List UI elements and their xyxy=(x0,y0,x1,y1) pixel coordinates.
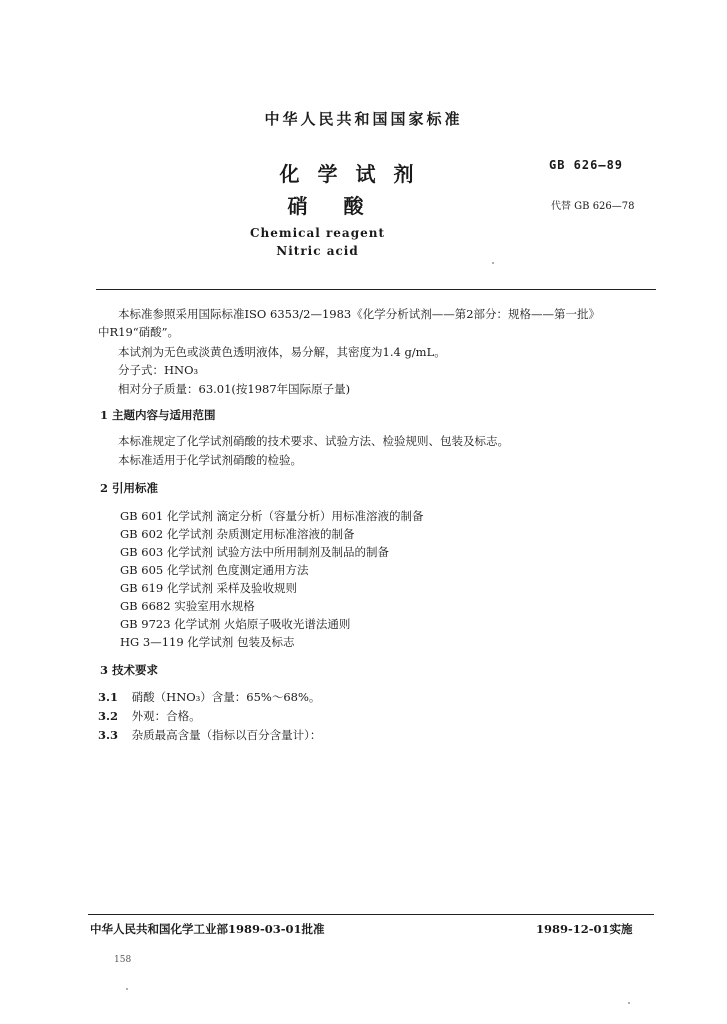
reference-item: GB 602 化学试剂 杂质测定用标准溶液的制备 xyxy=(120,527,355,541)
requirement-text: 杂质最高含量（指标以百分含量计）： xyxy=(131,728,322,742)
intro-paragraph-1a: 本标准参照采用国际标准ISO 6353/2—1983《化学分析试剂——第2部分：规格——第一批》 xyxy=(118,307,601,321)
requirement-number: 3.1 xyxy=(98,690,119,704)
effective-date: 1989-12-01实施 xyxy=(536,922,633,936)
requirement-item xyxy=(98,707,201,725)
intro-molecular-mass: 相对分子质量：63.01(按1987年国际原子量) xyxy=(118,382,351,396)
title-cn-line1: 化学试剂 xyxy=(279,162,432,186)
section-1-paragraph-1: 本标准规定了化学试剂硝酸的技术要求、试验方法、检验规则、包装及标志。 xyxy=(118,434,509,448)
title-en-line1: Chemical reagent xyxy=(249,226,385,240)
page-number: 158 xyxy=(114,955,132,965)
reference-item: HG 3—119 化学试剂 包装及标志 xyxy=(120,635,295,649)
reference-item: GB 603 化学试剂 试验方法中所用制剂及制品的制备 xyxy=(120,545,390,559)
requirement-text: 外观：合格。 xyxy=(131,709,201,723)
approval-date: 中华人民共和国化学工业部1989-03-01批准 xyxy=(90,922,325,936)
title-en-line2: Nitric acid xyxy=(276,244,359,258)
reference-item: GB 6682 实验室用水规格 xyxy=(120,599,255,613)
requirement-item xyxy=(98,726,321,744)
requirement-number: 3.3 xyxy=(98,728,119,742)
reference-item: GB 619 化学试剂 采样及验收规则 xyxy=(120,581,298,595)
footer-divider xyxy=(88,914,654,915)
scan-speck xyxy=(126,988,128,990)
requirement-item xyxy=(98,688,320,706)
standard-number: GB 626—89 xyxy=(549,158,624,172)
intro-paragraph-2: 本试剂为无色或淡黄色透明液体，易分解，其密度为1.4 g/mL。 xyxy=(118,345,446,359)
section-2-heading: 2 引用标准 xyxy=(100,481,159,495)
section-1-heading: 1 主题内容与适用范围 xyxy=(100,408,216,422)
reference-item: GB 9723 化学试剂 火焰原子吸收光谱法通则 xyxy=(120,617,351,631)
national-standard-header: 中华人民共和国国家标准 xyxy=(264,110,463,128)
reference-item: GB 601 化学试剂 滴定分析（容量分析）用标准溶液的制备 xyxy=(120,509,424,523)
top-divider xyxy=(96,289,656,290)
replaces-standard: 代替 GB 626—78 xyxy=(551,201,635,212)
title-cn-line2: 硝酸 xyxy=(287,194,400,218)
scan-speck xyxy=(628,1002,630,1004)
intro-formula: 分子式：HNO₃ xyxy=(118,363,199,377)
scan-speck xyxy=(492,262,494,264)
requirement-number: 3.2 xyxy=(98,709,119,723)
reference-item: GB 605 化学试剂 色度测定通用方法 xyxy=(120,563,309,577)
requirement-text: 硝酸（HNO₃）含量：65%～68%。 xyxy=(131,690,321,704)
section-3-heading: 3 技术要求 xyxy=(100,663,159,677)
section-1-paragraph-2: 本标准适用于化学试剂硝酸的检验。 xyxy=(118,453,302,467)
intro-paragraph-1b: 中R19“硝酸”。 xyxy=(98,325,180,339)
